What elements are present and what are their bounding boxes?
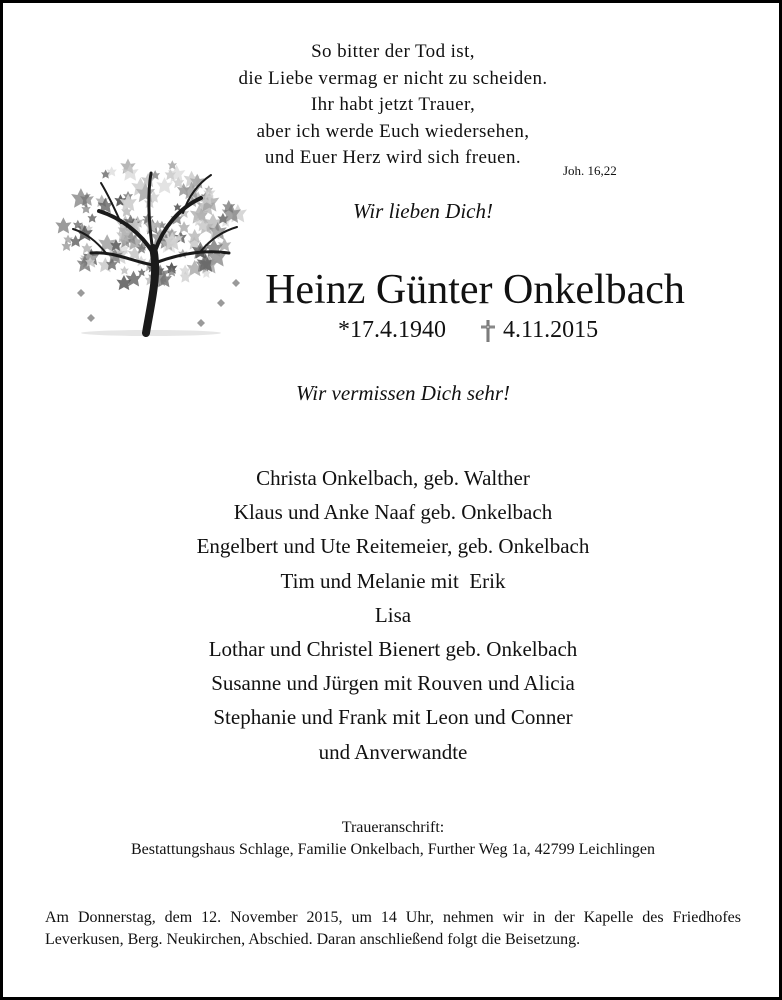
falling-leaf-shape: [217, 299, 225, 307]
falling-leaf-shape: [77, 289, 85, 297]
address-text: Bestattungshaus Schlage, Familie Onkelbach, Further Weg 1a, 42799 Leichlingen: [130, 841, 656, 858]
verse-line: aber ich werde Euch wiedersehen,: [256, 120, 530, 142]
family-line: Lisa: [374, 602, 412, 627]
leaf-shape: [119, 194, 136, 211]
family-line: Engelbert und Ute Reitemeier, geb. Onkelbach: [196, 534, 590, 559]
verse-line: und Euer Herz wird sich freuen.: [264, 147, 522, 168]
birth-date: *17.4.1940: [338, 317, 446, 343]
falling-leaf-shape: [197, 319, 205, 327]
family-line: Tim und Melanie mit Erik: [280, 568, 506, 593]
leaf-shape: [138, 268, 146, 276]
address-label: Traueranschrift:: [341, 819, 445, 836]
family-line: Susanne und Jürgen mit Rouven und Alicia: [211, 671, 575, 696]
deceased-name: Heinz Günter Onkelbach: [265, 267, 685, 313]
family-line: Christa Onkelbach, geb. Walther: [256, 466, 530, 490]
leaf-shape: [70, 235, 82, 247]
leaf-shape: [55, 217, 71, 233]
love-line: Wir lieben Dich!: [353, 199, 493, 223]
tree-icon: [51, 153, 256, 338]
verse-line: So bitter der Tod ist,: [311, 41, 475, 62]
cross-icon: [479, 319, 497, 343]
death-date: 4.11.2015: [503, 317, 599, 343]
verse-line: die Liebe vermag er nicht zu scheiden.: [238, 67, 548, 89]
family-line: Klaus und Anke Naaf geb. Onkelbach: [233, 500, 553, 525]
leaf-shape: [120, 266, 129, 275]
bible-verse: [233, 39, 553, 172]
miss-line: Wir vermissen Dich sehr!: [295, 381, 511, 405]
family-list: [103, 461, 683, 769]
leaf-shape: [156, 177, 172, 193]
funeral-announcement: Am Donnerstag, dem 12. November 2015, um 14 Uhr, nehmen wir in der Kapelle des Friedhofes Leverkusen, Berg. Neukirchen, Abschied. Daran anschließend folgt die Beisetzung.: [45, 909, 741, 948]
verse-line: Ihr habt jetzt Trauer,: [310, 94, 476, 115]
family-line: Stephanie und Frank mit Leon und Conner: [213, 705, 573, 730]
falling-leaf-shape: [87, 314, 95, 322]
leaf-shape: [87, 213, 96, 222]
family-line: und Anverwandte: [318, 739, 468, 764]
family-line: Lothar und Christel Bienert geb. Onkelbach: [208, 637, 578, 662]
verse-reference: Joh. 16,22: [563, 163, 617, 178]
leaf-shape: [180, 271, 192, 283]
